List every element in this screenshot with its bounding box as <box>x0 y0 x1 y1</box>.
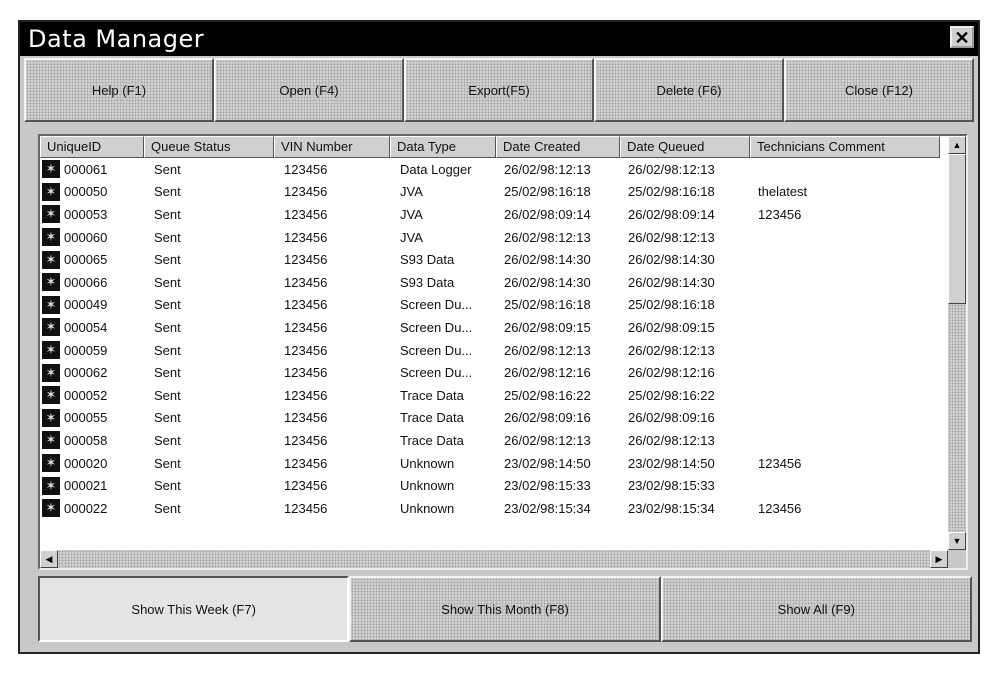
table-cell: 123456 <box>284 319 328 335</box>
table-cell: JVA <box>400 184 423 200</box>
close-icon[interactable]: ✕ <box>950 26 974 48</box>
show-this-week-button-label: Show This Week (F7) <box>131 601 256 617</box>
data-list[interactable] <box>38 134 968 570</box>
table-cell: 23/02/98:15:34 <box>504 500 591 516</box>
table-cell: Screen Du... <box>400 319 473 335</box>
table-cell: Sent <box>154 297 181 313</box>
table-cell <box>40 183 144 201</box>
table-cell: JVA <box>400 229 423 245</box>
vertical-scroll-thumb[interactable] <box>948 154 966 304</box>
table-cell <box>40 409 144 427</box>
show-all-button-label: Show All (F9) <box>777 601 855 617</box>
table-cell: 26/02/98:12:13 <box>628 432 715 448</box>
column-header-date-queued[interactable]: Date Queued <box>620 136 750 158</box>
delete-button[interactable] <box>594 58 784 122</box>
table-cell: thelatest <box>758 184 808 200</box>
table-cell <box>40 341 144 359</box>
table-cell <box>40 318 144 336</box>
table-cell: 26/02/98:14:30 <box>504 252 591 268</box>
table-cell: Sent <box>154 387 181 403</box>
unique-id: 000049 <box>64 297 108 313</box>
table-cell: 123456 <box>284 342 328 358</box>
table-cell: 26/02/98:12:16 <box>504 365 591 381</box>
horizontal-scroll-track[interactable] <box>58 550 930 568</box>
record-icon: ✶ <box>42 386 60 404</box>
table-cell <box>40 228 144 246</box>
table-cell: 23/02/98:14:50 <box>504 455 591 471</box>
table-cell <box>40 386 144 404</box>
column-header-vin-number[interactable]: VIN Number <box>274 136 390 158</box>
column-header-date-created[interactable]: Date Created <box>496 136 620 158</box>
table-row[interactable] <box>40 339 940 362</box>
table-cell: 26/02/98:12:13 <box>504 161 591 177</box>
filter-bar <box>38 576 972 642</box>
scroll-up-icon[interactable]: ▲ <box>948 136 966 154</box>
toolbar <box>24 58 974 122</box>
table-row[interactable] <box>40 429 940 452</box>
record-icon: ✶ <box>42 318 60 336</box>
table-cell: Sent <box>154 184 181 200</box>
table-cell: 123456 <box>758 455 802 471</box>
table-cell: Sent <box>154 252 181 268</box>
table-cell <box>40 364 144 382</box>
table-cell: JVA <box>400 206 423 222</box>
table-cell: 26/02/98:12:13 <box>628 229 715 245</box>
table-cell: Unknown <box>400 500 455 516</box>
table-row[interactable] <box>40 407 940 430</box>
record-icon: ✶ <box>42 296 60 314</box>
table-cell: 123456 <box>284 478 328 494</box>
table-cell <box>40 273 144 291</box>
table-cell: 123456 <box>284 229 328 245</box>
table-cell: 26/02/98:09:14 <box>628 206 715 222</box>
unique-id: 000050 <box>64 184 108 200</box>
table-cell: 26/02/98:09:16 <box>628 410 715 426</box>
table-cell: Sent <box>154 500 181 516</box>
table-cell: 123456 <box>284 297 328 313</box>
scroll-corner <box>948 550 966 568</box>
help-button-label: Help (F1) <box>91 82 147 98</box>
table-cell: Sent <box>154 161 181 177</box>
export-button[interactable] <box>404 58 594 122</box>
table-cell: Unknown <box>400 455 455 471</box>
table-cell: 123456 <box>284 252 328 268</box>
table-cell: 26/02/98:12:13 <box>628 161 715 177</box>
table-cell: Screen Du... <box>400 342 473 358</box>
unique-id: 000055 <box>64 410 108 426</box>
table-cell <box>40 454 144 472</box>
show-this-month-button-label: Show This Month (F8) <box>441 601 569 617</box>
table-cell: Sent <box>154 478 181 494</box>
data-manager-window <box>18 20 980 654</box>
export-button-label: Export(F5) <box>468 82 530 98</box>
unique-id: 000061 <box>64 161 108 177</box>
scroll-left-icon[interactable]: ◀ <box>40 550 58 568</box>
table-cell: Sent <box>154 342 181 358</box>
table-cell: Trace Data <box>400 432 464 448</box>
close-button-label: Close (F12) <box>845 82 913 98</box>
table-row[interactable] <box>40 158 940 181</box>
title-bar[interactable] <box>20 22 978 56</box>
delete-button-label: Delete (F6) <box>656 82 722 98</box>
record-icon: ✶ <box>42 477 60 495</box>
window-title: Data Manager <box>28 25 205 53</box>
table-cell: 25/02/98:16:18 <box>504 184 591 200</box>
table-cell: 23/02/98:15:33 <box>628 478 715 494</box>
show-this-week-button[interactable] <box>38 576 349 642</box>
table-row[interactable] <box>40 361 940 384</box>
record-icon: ✶ <box>42 499 60 517</box>
table-cell: 25/02/98:16:22 <box>504 387 591 403</box>
table-cell: 123456 <box>284 274 328 290</box>
unique-id: 000060 <box>64 229 108 245</box>
table-cell: 26/02/98:14:30 <box>504 274 591 290</box>
table-cell: Sent <box>154 365 181 381</box>
table-cell: Screen Du... <box>400 365 473 381</box>
unique-id: 000052 <box>64 387 108 403</box>
table-cell: 26/02/98:09:15 <box>628 319 715 335</box>
table-cell: Sent <box>154 206 181 222</box>
table-cell: 23/02/98:15:33 <box>504 478 591 494</box>
table-cell <box>40 499 144 517</box>
table-cell: 26/02/98:09:14 <box>504 206 591 222</box>
unique-id: 000054 <box>64 319 108 335</box>
record-icon: ✶ <box>42 183 60 201</box>
table-row[interactable] <box>40 294 940 317</box>
unique-id: 000021 <box>64 478 108 494</box>
table-cell: Sent <box>154 410 181 426</box>
unique-id: 000062 <box>64 365 108 381</box>
unique-id: 000058 <box>64 432 108 448</box>
unique-id: 000066 <box>64 274 108 290</box>
table-cell: 123456 <box>284 432 328 448</box>
record-icon: ✶ <box>42 341 60 359</box>
unique-id: 000065 <box>64 252 108 268</box>
table-cell: Trace Data <box>400 387 464 403</box>
close-button[interactable] <box>784 58 974 122</box>
unique-id: 000020 <box>64 455 108 471</box>
table-cell: S93 Data <box>400 252 455 268</box>
column-header-data-type[interactable]: Data Type <box>390 136 496 158</box>
table-cell: 123456 <box>758 500 802 516</box>
table-row[interactable] <box>40 248 940 271</box>
table-cell: 123456 <box>284 184 328 200</box>
list-header <box>40 136 940 158</box>
vertical-scrollbar[interactable] <box>948 136 966 550</box>
table-cell <box>40 431 144 449</box>
table-row[interactable] <box>40 226 940 249</box>
table-row[interactable] <box>40 474 940 497</box>
record-icon: ✶ <box>42 205 60 223</box>
table-cell: 123456 <box>758 206 802 222</box>
show-this-month-button[interactable] <box>349 576 660 642</box>
table-cell: Sent <box>154 319 181 335</box>
table-cell: 26/02/98:12:16 <box>628 365 715 381</box>
vertical-scroll-track[interactable] <box>948 154 966 532</box>
table-cell <box>40 160 144 178</box>
column-header-technicians-comment[interactable]: Technicians Comment <box>750 136 940 158</box>
record-icon: ✶ <box>42 273 60 291</box>
table-cell: Sent <box>154 274 181 290</box>
table-cell: 23/02/98:15:34 <box>628 500 715 516</box>
scroll-down-icon[interactable]: ▼ <box>948 532 966 550</box>
table-cell: 123456 <box>284 161 328 177</box>
table-cell <box>40 205 144 223</box>
record-icon: ✶ <box>42 251 60 269</box>
help-button[interactable] <box>24 58 214 122</box>
table-cell: 23/02/98:14:50 <box>628 455 715 471</box>
column-header-queue-status[interactable]: Queue Status <box>144 136 274 158</box>
table-cell: 26/02/98:09:16 <box>504 410 591 426</box>
unique-id: 000053 <box>64 206 108 222</box>
table-cell: 26/02/98:12:13 <box>504 229 591 245</box>
table-cell: 25/02/98:16:18 <box>628 297 715 313</box>
scroll-right-icon[interactable]: ▶ <box>930 550 948 568</box>
table-cell: Trace Data <box>400 410 464 426</box>
show-all-button[interactable] <box>661 576 972 642</box>
unique-id: 000059 <box>64 342 108 358</box>
table-cell: 26/02/98:12:13 <box>628 342 715 358</box>
table-cell <box>40 477 144 495</box>
table-cell: 123456 <box>284 365 328 381</box>
record-icon: ✶ <box>42 228 60 246</box>
table-cell: 26/02/98:14:30 <box>628 274 715 290</box>
table-cell: 123456 <box>284 410 328 426</box>
table-cell: 26/02/98:12:13 <box>504 342 591 358</box>
open-button-label: Open (F4) <box>279 82 339 98</box>
record-icon: ✶ <box>42 431 60 449</box>
table-row[interactable] <box>40 181 940 204</box>
list-rows <box>40 158 940 520</box>
table-row[interactable] <box>40 384 940 407</box>
table-cell: 26/02/98:14:30 <box>628 252 715 268</box>
table-row[interactable] <box>40 497 940 520</box>
table-cell: 123456 <box>284 387 328 403</box>
record-icon: ✶ <box>42 364 60 382</box>
table-cell: Screen Du... <box>400 297 473 313</box>
open-button[interactable] <box>214 58 404 122</box>
table-cell: S93 Data <box>400 274 455 290</box>
table-cell: 123456 <box>284 455 328 471</box>
table-cell: Data Logger <box>400 161 472 177</box>
record-icon: ✶ <box>42 409 60 427</box>
table-cell: 25/02/98:16:18 <box>628 184 715 200</box>
table-row[interactable] <box>40 203 940 226</box>
column-header-uniqueid[interactable]: UniqueID <box>40 136 144 158</box>
table-cell: 26/02/98:09:15 <box>504 319 591 335</box>
table-cell: Sent <box>154 432 181 448</box>
table-cell: Sent <box>154 455 181 471</box>
table-cell <box>40 296 144 314</box>
table-row[interactable] <box>40 271 940 294</box>
record-icon: ✶ <box>42 454 60 472</box>
table-cell <box>40 251 144 269</box>
horizontal-scrollbar[interactable] <box>40 550 948 568</box>
table-cell: 123456 <box>284 206 328 222</box>
table-cell: 25/02/98:16:22 <box>628 387 715 403</box>
table-cell: 123456 <box>284 500 328 516</box>
table-row[interactable] <box>40 452 940 475</box>
table-cell: 26/02/98:12:13 <box>504 432 591 448</box>
unique-id: 000022 <box>64 500 108 516</box>
table-cell: Sent <box>154 229 181 245</box>
record-icon: ✶ <box>42 160 60 178</box>
table-cell: Unknown <box>400 478 455 494</box>
table-row[interactable] <box>40 316 940 339</box>
table-cell: 25/02/98:16:18 <box>504 297 591 313</box>
